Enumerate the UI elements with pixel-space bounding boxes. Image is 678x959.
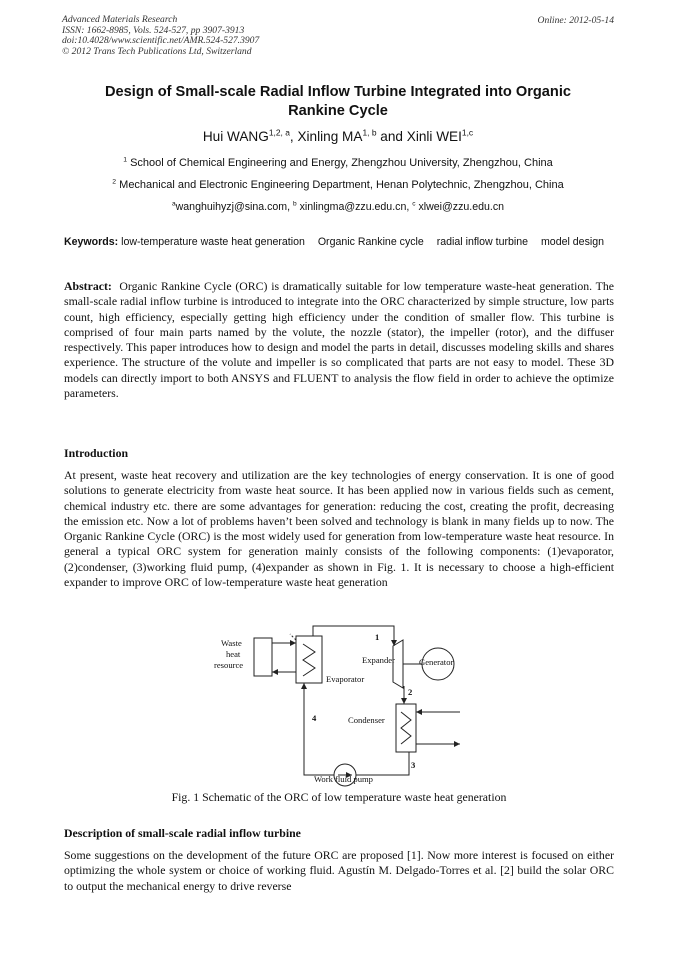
figure-caption: Fig. 1 Schematic of the ORC of low temperature waste heat generation (171, 790, 507, 804)
keywords-block (64, 236, 614, 250)
pump-label: Work fluid pump (314, 774, 373, 784)
arrow-head (416, 709, 422, 715)
affiliation-1 (62, 157, 614, 169)
email-list (62, 201, 614, 213)
keyword: low-temperature waste heat generation (121, 236, 305, 248)
orc-schematic-figure (204, 620, 474, 788)
waste-label-1: Waste (221, 638, 242, 648)
evaporator-label: Evaporator (326, 674, 365, 684)
issn-line: ISSN: 1662-8985, Vols. 524-527, pp 3907-3913 (62, 24, 245, 36)
journal-header (62, 15, 259, 57)
affiliation-number: 1 (123, 156, 127, 164)
keyword: radial inflow turbine (436, 236, 529, 248)
title-line-2: Rankine Cycle (288, 103, 388, 119)
state-3-label: 3 (411, 760, 416, 770)
affiliation-2 (62, 179, 614, 191)
introduction-text: At present, waste heat recovery and utilization are the key technologies of energy conservation. It is one of good solutions to generate electricity from waste heat source. It has been applied now in various fields such as cement, chemical industry etc. there are some advantages for generation: reducing the cost, creating the profit, decreasing the emission etc. Now a lot of problems haven’t been solved and technology is blank in many fields up to now. The Organic Rankine Cycle (ORC) is the most widely used for generation from low-temperature waste heat resource. In general a typical ORC system for generation mainly consists of the following components: (1)evaporator, (2)condenser, (3)working fluid pump, (4)expander as shown in Fig. 1. It is necessary to choose a high-efficient expander to improve ORC of low-temperature waste heat generation (64, 468, 614, 590)
author-separator: and (376, 129, 407, 144)
orc-schematic (204, 620, 474, 788)
keyword: model design (540, 236, 604, 248)
section2-heading: Description of small-scale radial inflow turbine (64, 826, 301, 840)
introduction-heading: Introduction (64, 446, 129, 460)
abstract-block (64, 279, 614, 401)
arrow-head (301, 683, 307, 689)
online-date: Online: 2012-05-14 (537, 15, 614, 26)
email-link[interactable]: xinlingma@zzu.edu.cn, (299, 201, 410, 213)
email-mark: b (292, 200, 297, 208)
waste-label-2: heat (226, 649, 241, 659)
author-affiliation-mark: 1,c (461, 127, 474, 138)
doi-line: doi:10.4028/www.scientific.net/AMR.524-527.3907 (62, 35, 260, 47)
waste-heat-box (254, 638, 272, 676)
author-name: Xinli WEI (406, 129, 462, 144)
journal-name: Advanced Materials Research (62, 14, 178, 25)
pipe-bottom (356, 752, 409, 775)
paper-title (62, 83, 614, 121)
author-affiliation-mark: 1,2, a (268, 127, 290, 138)
affiliation-number: 2 (112, 178, 117, 186)
email-link[interactable]: wanghuihyzj@sina.com, (175, 201, 291, 213)
title-line-1: Design of Small-scale Radial Inflow Turbine Integrated into Organic (105, 84, 571, 100)
evaporator-box (296, 636, 322, 683)
author-name: Hui WANG (202, 129, 269, 144)
keyword: Organic Rankine cycle (317, 236, 424, 248)
condenser-label: Condenser (348, 715, 385, 725)
author-name: Xinling MA (297, 129, 363, 144)
copyright-line: © 2012 Trans Tech Publications Ltd, Switzerland (62, 45, 252, 57)
email-mark: a (171, 200, 176, 208)
arrow-head (290, 640, 296, 646)
waste-label-3: resource (214, 660, 244, 670)
arrow-head (391, 640, 397, 646)
arrow-head (401, 698, 407, 704)
pipe-top (313, 626, 394, 646)
pipe-left (304, 683, 334, 775)
author-list (62, 129, 614, 144)
state-1-label: 1 (375, 632, 380, 642)
email-mark: c (412, 200, 416, 208)
expander-label: Expander (362, 655, 395, 665)
condenser-box (396, 704, 416, 752)
email-link[interactable]: xlwei@zzu.edu.cn (418, 201, 505, 213)
affiliation-text: Mechanical and Electronic Engineering Department, Henan Polytechnic, Zhengzhou, China (119, 179, 564, 191)
generator-label: Generator (419, 657, 454, 667)
section2-text: Some suggestions on the development of the future ORC are proposed [1]. Now more interest is focused on either optimizing the whole system or choice of working fluid. Agustín M. Delgado-Torres et al. [2] build the solar ORC to output the mechanical energy to drive reverse (64, 848, 614, 893)
author-separator: , (289, 129, 298, 144)
abstract-text: Organic Rankine Cycle (ORC) is dramatically suitable for low temperature waste-heat generation. The small-scale radial inflow turbine is introduced to integrate into the ORC characterized by simple structure, low parts count, high efficiency, especially getting high efficiency under the condition of smaller flow. This turbine is comprised of four main parts named by the volute, the nozzle (stator), the impeller (rotor), and the diffuser respectively. This paper introduces how to design and model the parts in detail, discusses modeling skills and shares experience. The structure of the volute and impeller is so complicated that parts are not easy to model. These 3D models can directly import to both ANSYS and FLUENT to analysis the flow field in order to achieve the optimize parameters. (64, 279, 614, 401)
keywords-label: Keywords: (64, 236, 119, 248)
arrow-head (454, 741, 460, 747)
abstract-label: Abstract: (64, 279, 112, 293)
evaporator-coil (303, 644, 315, 676)
state-4-label: 4 (312, 713, 317, 723)
condenser-coil (401, 712, 411, 744)
affiliation-text: School of Chemical Engineering and Energy, Zhengzhou University, Zhengzhou, China (130, 157, 553, 169)
author-affiliation-mark: 1, b (362, 127, 377, 138)
state-2-label: 2 (408, 687, 413, 697)
arrow-head (272, 669, 278, 675)
